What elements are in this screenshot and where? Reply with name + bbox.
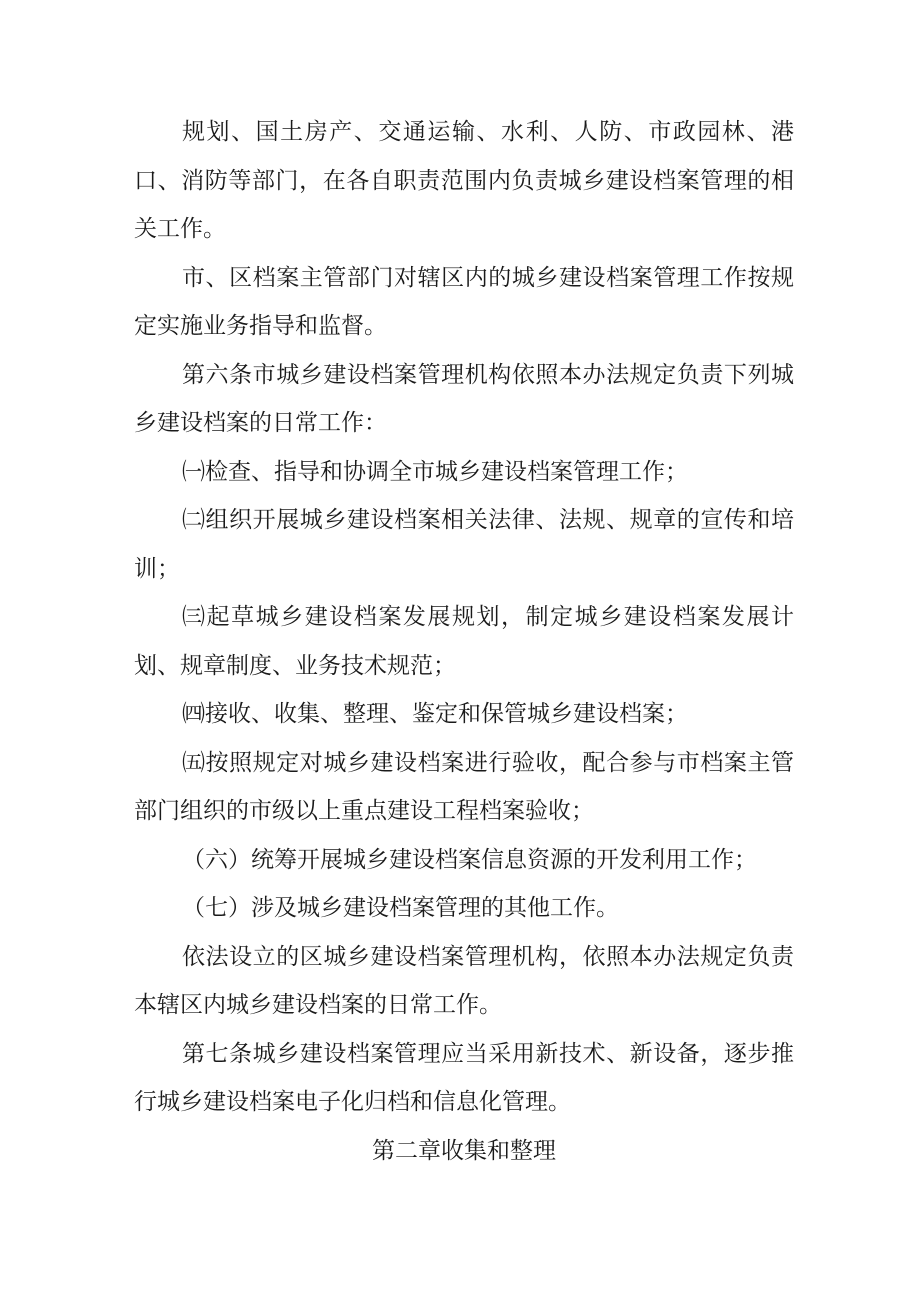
list-item-6: （六）统筹开展城乡建设档案信息资源的开发利用工作； xyxy=(182,846,757,873)
list-item-3: ㈢起草城乡建设档案发展规划，制定城乡建设档案发展计划、规章制度、业务技术规范； xyxy=(134,604,794,679)
paragraph-departments: 规划、国土房产、交通运输、水利、人防、市政园林、港口、消防等部门，在各自职责范围内负责城乡建设档案管理的相关工作。 xyxy=(134,119,794,242)
chapter-heading: 第二章收集和整理 xyxy=(372,1137,556,1164)
list-item-1: ㈠检查、指导和协调全市城乡建设档案管理工作； xyxy=(182,458,688,485)
list-item-5: ㈤按照规定对城乡建设档案进行验收，配合参与市档案主管部门组织的市级以上重点建设工程档案验收； xyxy=(134,749,794,824)
paragraph-article-7: 第七条城乡建设档案管理应当采用新技术、新设备，逐步推行城乡建设档案电子化归档和信息化管理。 xyxy=(134,1040,794,1115)
paragraph-article-6: 第六条市城乡建设档案管理机构依照本办法规定负责下列城乡建设档案的日常工作： xyxy=(134,361,794,436)
paragraph-district-institutions: 依法设立的区城乡建设档案管理机构，依照本办法规定负责本辖区内城乡建设档案的日常工作。 xyxy=(134,943,794,1018)
list-item-2: ㈡组织开展城乡建设档案相关法律、法规、规章的宣传和培训； xyxy=(134,507,794,582)
paragraph-archive-supervision: 市、区档案主管部门对辖区内的城乡建设档案管理工作按规定实施业务指导和监督。 xyxy=(134,264,794,339)
document-body xyxy=(134,108,794,1175)
list-item-7: （七）涉及城乡建设档案管理的其他工作。 xyxy=(182,895,619,921)
list-item-4: ㈣接收、收集、整理、鉴定和保管城乡建设档案； xyxy=(182,701,688,727)
